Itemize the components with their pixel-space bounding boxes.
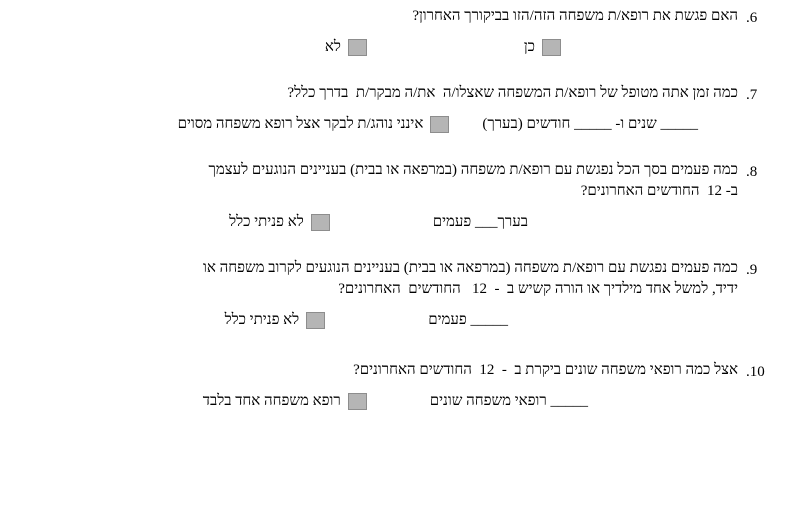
question-9-number: 9. <box>746 262 758 278</box>
question-6-answer-yes[interactable] <box>524 37 568 57</box>
question-9-answer-count-label: _____ פעמים <box>428 312 508 328</box>
question-7-line-1: כמה זמן אתה מטופל של רופא/ת המשפחה שאצלו/ה את/ה מבקר/ת בדרך כלל? <box>287 85 738 101</box>
question-9-answer-none[interactable] <box>225 310 333 330</box>
question-9-answers <box>16 310 738 330</box>
question-9-answer-none-label: לא פניתי כלל <box>224 312 300 328</box>
checkbox-icon[interactable] <box>311 214 330 231</box>
question-7-body <box>16 83 738 134</box>
checkbox-icon[interactable] <box>348 393 367 410</box>
question-6-body <box>16 6 738 57</box>
question-7-text <box>16 83 738 104</box>
question-10-answer-count[interactable] <box>430 391 588 411</box>
question-10-line-1: אצל כמה רופאי משפחה שונים ביקרת ב - 12 החודשים האחרונים? <box>353 362 738 378</box>
question-9-line-2: ידיד, למשל אחד מילדיך או הורה קשיש ב - 12 החודשים האחרונים? <box>338 281 738 297</box>
question-6-number: 6. <box>746 10 758 26</box>
checkbox-icon[interactable] <box>306 312 325 329</box>
question-9-body <box>16 258 738 330</box>
checkbox-icon[interactable] <box>430 116 449 133</box>
question-8-answers <box>16 212 738 232</box>
question-10-answers <box>16 391 738 411</box>
question-7-answers <box>16 114 738 134</box>
question-10-answer-single[interactable] <box>203 391 374 411</box>
question-9-line-1: כמה פעמים נפגשת עם רופא/ת משפחה (במרפאה או בבית) בעניינים הנוגעים לקרוב משפחה או <box>203 260 738 276</box>
question-6-answers <box>16 37 738 57</box>
question-8-answer-none[interactable] <box>229 212 337 232</box>
question-7-answer-duration-label: _____ שנים ו- _____ חודשים (בערך) <box>482 116 698 132</box>
question-6-text <box>16 6 738 27</box>
question-9-answer-count[interactable] <box>428 310 508 330</box>
question-8-answer-none-label: לא פניתי כלל <box>229 214 304 230</box>
question-7-answer-no-regular-doctor[interactable] <box>178 114 457 134</box>
question-10 <box>16 360 784 411</box>
question-8-number: 8. <box>746 164 758 180</box>
question-8-body <box>16 160 738 232</box>
question-6 <box>16 6 784 57</box>
question-9 <box>16 258 784 330</box>
question-10-answer-count-label: _____ רופאי משפחה שונים <box>429 393 588 409</box>
question-8-line-2: ב- 12 החודשים האחרונים? <box>580 183 738 199</box>
question-10-number: 10. <box>746 364 765 380</box>
question-8-text <box>16 160 738 202</box>
question-10-text <box>16 360 738 381</box>
question-7 <box>16 83 784 134</box>
question-6-answer-yes-label: כן <box>523 39 535 55</box>
question-8-answer-count-label: בערך___ פעמים <box>432 214 528 230</box>
question-9-text <box>16 258 738 300</box>
question-6-answer-no-label: לא <box>324 39 341 55</box>
question-7-number: 7. <box>746 87 758 103</box>
question-10-body <box>16 360 738 411</box>
question-6-line-1: האם פגשת את רופא/ת משפחה הזה/הזו בביקורך האחרון? <box>412 8 738 24</box>
checkbox-icon[interactable] <box>348 39 367 56</box>
question-6-answer-no[interactable] <box>325 37 374 57</box>
questionnaire-page <box>0 6 800 516</box>
question-8 <box>16 160 784 232</box>
question-8-answer-count[interactable] <box>433 212 528 232</box>
checkbox-icon[interactable] <box>542 39 561 56</box>
question-10-answer-single-label: רופא משפחה אחד בלבד <box>202 393 341 409</box>
question-7-answer-no-regular-doctor-label: אינני נוהג/ת לבקר אצל רופא משפחה מסוים <box>177 116 424 132</box>
question-8-line-1: כמה פעמים בסך הכל נפגשת עם רופא/ת משפחה (במרפאה או בבית) בעניינים הנוגעים לעצמך <box>208 162 738 178</box>
question-7-answer-duration[interactable] <box>482 114 698 134</box>
